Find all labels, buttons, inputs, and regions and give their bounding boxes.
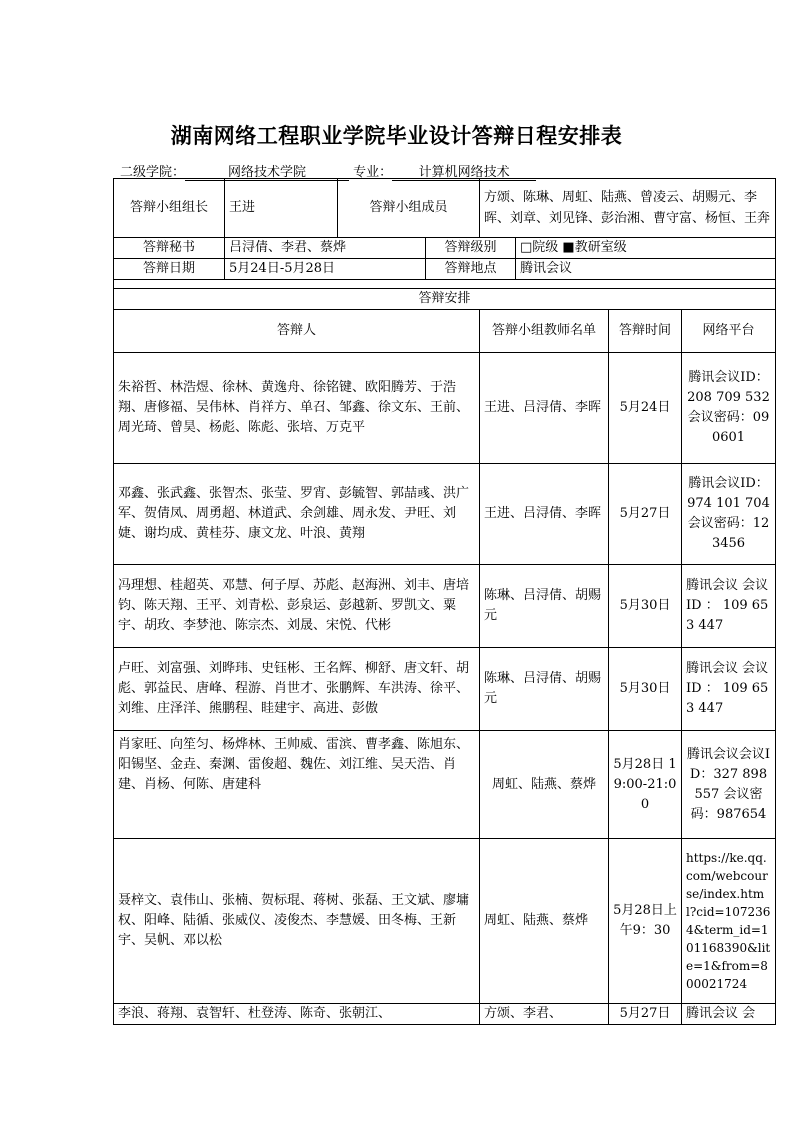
- time-cell: 5月27日: [609, 464, 682, 565]
- secretary-label: 答辩秘书: [114, 238, 225, 259]
- time-cell: 5月28日 19:00-21:00: [609, 731, 682, 839]
- level-label: 答辩级别: [426, 238, 516, 259]
- students-cell: 邓鑫、张武鑫、张智杰、张莹、罗宵、彭毓智、郭喆彧、洪广军、贺倩凤、周勇超、林道武、余剑雄、周永发、尹旺、刘婕、谢均成、黄桂芬、康文龙、叶浪、黄翔: [114, 464, 480, 565]
- table-row: [114, 565, 776, 648]
- platform-cell: 腾讯会议 会议 ID ： 109 653 447: [682, 648, 776, 731]
- date-value: 5月24日-5月28日: [225, 259, 426, 280]
- platform-cell: 腾讯会议 会: [682, 1004, 776, 1025]
- time-cell: 5月30日: [609, 565, 682, 648]
- col-header-time: 答辩时间: [609, 310, 682, 353]
- students-cell: 肖家旺、向笙匀、杨烨林、王帅威、雷滨、曹孝鑫、陈旭东、阳锡坚、金垚、秦渊、雷俊超、魏佐、刘江维、吴天浩、肖建、肖杨、何陈、唐建科: [114, 731, 480, 839]
- col-header-teachers: 答辩小组教师名单: [480, 310, 609, 353]
- students-cell: 冯理想、桂超英、邓慧、何子厚、苏彪、赵海洲、刘丰、唐培钧、陈天翔、王平、刘青松、彭泉运、彭越新、罗凯文、粟宇、胡玫、李梦池、陈宗杰、刘晟、宋悦、代彬: [114, 565, 480, 648]
- column-header-row: [114, 310, 776, 353]
- leader-row: [114, 179, 776, 238]
- students-cell: 卢旺、刘富强、刘晔玮、史钰彬、王名辉、柳舒、唐文轩、胡彪、郭益民、唐峰、程游、肖世才、张鹏辉、车洪涛、徐平、刘维、庄泽洋、熊鹏程、眭建宇、高进、彭傲: [114, 648, 480, 731]
- level-value: □院级 ■教研室级: [516, 238, 776, 259]
- blank-cell: [114, 280, 776, 289]
- place-value: 腾讯会议: [516, 259, 776, 280]
- section-title: 答辩安排: [114, 289, 776, 310]
- platform-cell: 腾讯会议 会议 ID ： 109 653 447: [682, 565, 776, 648]
- major-value: 计算机网络技术: [392, 161, 536, 181]
- blank-row: [114, 280, 776, 289]
- platform-cell: 腾讯会议ID：208 709 532 会议密码：090601: [682, 353, 776, 464]
- time-cell: 5月28日上午9：30: [609, 839, 682, 1004]
- teachers-cell: 周虹、陆燕、蔡烨: [480, 731, 609, 839]
- table-row: [114, 353, 776, 464]
- platform-cell: 腾讯会议ID：974 101 704 会议密码：123456: [682, 464, 776, 565]
- members-label: 答辩小组成员: [338, 179, 480, 238]
- table-row: [114, 1004, 776, 1025]
- students-cell: 聂梓文、袁伟山、张楠、贺标琨、蒋树、张磊、王文斌、廖墉权、阳峰、陆循、张威仪、凌俊杰、李慧媛、田冬梅、王新宇、吴帆、邓以松: [114, 839, 480, 1004]
- secretary-value: 吕浔倩、李君、蔡烨: [225, 238, 426, 259]
- page-title: 湖南网络工程职业学院毕业设计答辩日程安排表: [170, 124, 623, 148]
- teachers-cell: 王进、吕浔倩、李晖: [480, 464, 609, 565]
- place-label: 答辩地点: [426, 259, 516, 280]
- table-row: [114, 731, 776, 839]
- platform-link-cell: https://ke.qq.com/webcourse/index.html?cid=1072364&term_id=101168390&lite=1&from=800021724: [682, 839, 776, 1004]
- table-row: [114, 648, 776, 731]
- college-label: 二级学院：: [120, 165, 186, 180]
- section-title-row: [114, 289, 776, 310]
- students-cell: 朱裕哲、林浩煜、徐林、黄逸舟、徐铭键、欧阳腾芳、于浩翔、唐修福、吴伟林、肖祥方、单召、邹鑫、徐文东、王前、周光琦、曾昊、杨彪、陈彪、张培、万克平: [114, 353, 480, 464]
- college-value: 网络技术学院: [185, 161, 349, 181]
- teachers-cell: 陈琳、吕浔倩、胡赐元: [480, 648, 609, 731]
- table-row: [114, 464, 776, 565]
- date-row: [114, 259, 776, 280]
- leader-label: 答辩小组组长: [114, 179, 225, 238]
- major-label: 专业：: [353, 165, 393, 180]
- date-label: 答辩日期: [114, 259, 225, 280]
- members-value: 方颂、陈琳、周虹、陆燕、曾凌云、胡赐元、李晖、刘章、刘见锋、彭治湘、曹守富、杨恒、王奔: [480, 179, 776, 238]
- time-cell: 5月30日: [609, 648, 682, 731]
- teachers-cell: 方颂、李君、: [480, 1004, 609, 1025]
- col-header-students: 答辩人: [114, 310, 480, 353]
- secretary-row: [114, 238, 776, 259]
- teachers-cell: 王进、吕浔倩、李晖: [480, 353, 609, 464]
- time-cell: 5月24日: [609, 353, 682, 464]
- platform-cell: 腾讯会议会议ID：327 898 557 会议密码：987654: [682, 731, 776, 839]
- students-cell: 李浪、蒋翔、袁智轩、杜登涛、陈奇、张朝江、: [114, 1004, 480, 1025]
- teachers-cell: 陈琳、吕浔倩、胡赐元: [480, 565, 609, 648]
- schedule-table: [113, 178, 776, 1025]
- teachers-cell: 周虹、陆燕、蔡烨: [480, 839, 609, 1004]
- leader-value: 王进: [225, 179, 338, 238]
- col-header-platform: 网络平台: [682, 310, 776, 353]
- table-row: [114, 839, 776, 1004]
- time-cell: 5月27日: [609, 1004, 682, 1025]
